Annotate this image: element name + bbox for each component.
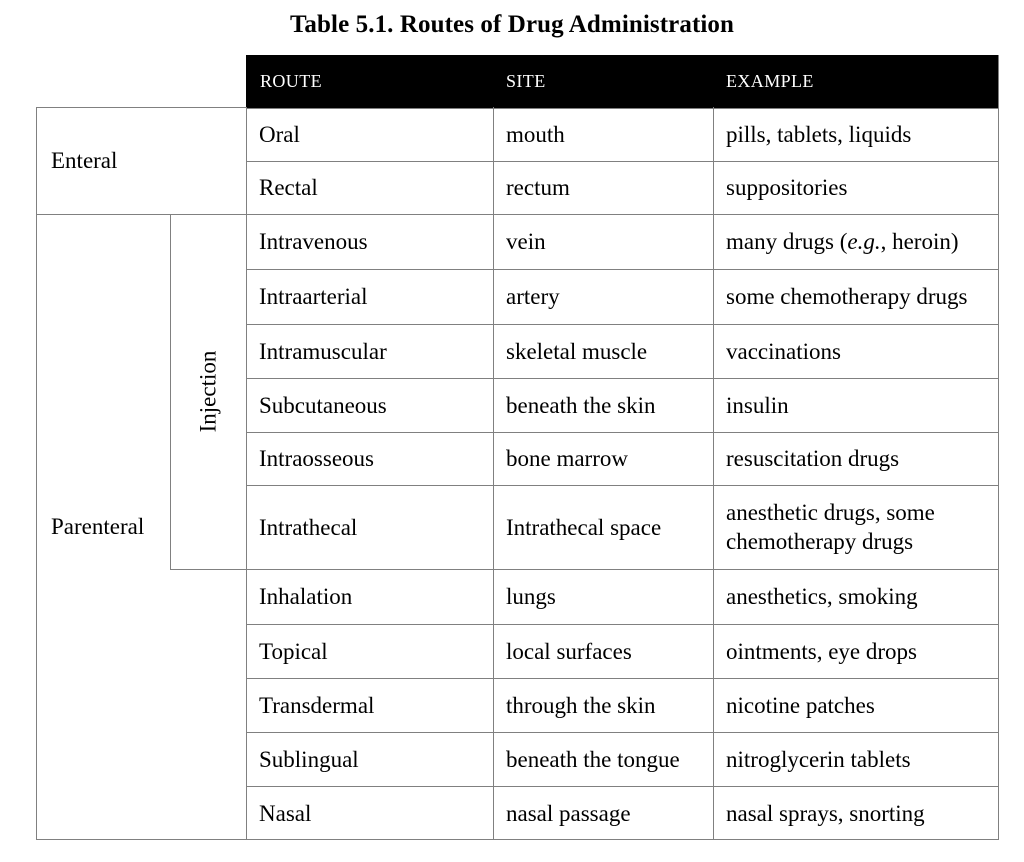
table-cell-route: Subcutaneous xyxy=(259,392,387,418)
group-label-enteral-text: Enteral xyxy=(51,147,118,173)
table-cell-site: bone marrow xyxy=(506,446,628,471)
routes-of-drug-administration-table xyxy=(36,55,999,840)
table-cell-example: resuscitation drugs xyxy=(726,446,900,471)
table-cell-site: rectum xyxy=(506,175,570,200)
table-cell-site: Intrathecal space xyxy=(506,514,662,540)
example-text-pre: many drugs ( xyxy=(726,229,848,254)
table-cell-site: nasal passage xyxy=(506,800,631,826)
table-cell-route: Intraarterial xyxy=(259,284,368,309)
example-line-1: anesthetic drugs, some xyxy=(726,500,935,525)
table-cell-site: local surfaces xyxy=(506,638,632,664)
table-cell-example: some chemotherapy drugs xyxy=(726,284,968,309)
table-cell-route: Topical xyxy=(259,638,328,664)
table-cell-example: nitroglycerin tablets xyxy=(726,746,911,772)
table-cell-example: vaccinations xyxy=(726,338,841,364)
table-cell-site: beneath the tongue xyxy=(506,746,680,772)
table-cell-example: pills, tablets, liquids xyxy=(726,122,912,147)
column-header-example: EXAMPLE xyxy=(726,71,814,91)
table-cell-route: Intravenous xyxy=(259,229,368,254)
table-cell-route: Intraosseous xyxy=(259,446,374,471)
table-cell-site: artery xyxy=(506,284,560,309)
table-cell-site: beneath the skin xyxy=(506,392,656,418)
table-cell-route: Transdermal xyxy=(259,692,375,718)
group-label-parenteral xyxy=(36,214,170,840)
table-cell-route: Rectal xyxy=(259,175,318,200)
group-label-enteral xyxy=(36,107,246,214)
table-cell-route: Sublingual xyxy=(259,746,359,772)
table-cell-example: insulin xyxy=(726,392,789,418)
example-text-italic: e.g. xyxy=(847,229,881,254)
column-header-site: SITE xyxy=(506,71,546,91)
grid-line-injection-bottom xyxy=(170,569,246,570)
table-cell-route: Nasal xyxy=(259,800,312,826)
table-cell-example xyxy=(713,485,998,569)
table-cell-site: skeletal muscle xyxy=(506,338,648,364)
table-cell-site: lungs xyxy=(506,584,556,609)
group-label-injection xyxy=(170,214,246,569)
group-label-injection-text: Injection xyxy=(195,350,221,433)
table-cell-route: Inhalation xyxy=(259,584,353,609)
table-cell-example xyxy=(713,214,998,269)
group-label-parenteral-text: Parenteral xyxy=(51,514,145,539)
table-cell-example: anesthetics, smoking xyxy=(726,584,918,609)
table-cell-route: Oral xyxy=(259,122,300,147)
table-cell-example: suppositories xyxy=(726,175,848,200)
table-cell-site: mouth xyxy=(506,122,565,147)
page-title: Table 5.1. Routes of Drug Administration xyxy=(289,11,735,38)
example-text-post: , heroin) xyxy=(880,229,959,254)
table-cell-route: Intrathecal xyxy=(259,514,358,540)
table-cell-route: Intramuscular xyxy=(259,338,387,364)
table-cell-example: ointments, eye drops xyxy=(726,638,917,664)
table-cell-example: nicotine patches xyxy=(726,692,875,718)
grid-line-outer-right xyxy=(998,55,999,840)
table-cell-site: through the skin xyxy=(506,692,656,718)
table-cell-example: nasal sprays, snorting xyxy=(726,800,925,826)
column-header-route: ROUTE xyxy=(260,71,322,91)
table-header-row xyxy=(246,55,999,108)
example-line-2: chemotherapy drugs xyxy=(726,529,914,554)
table-cell-site: vein xyxy=(506,229,546,254)
